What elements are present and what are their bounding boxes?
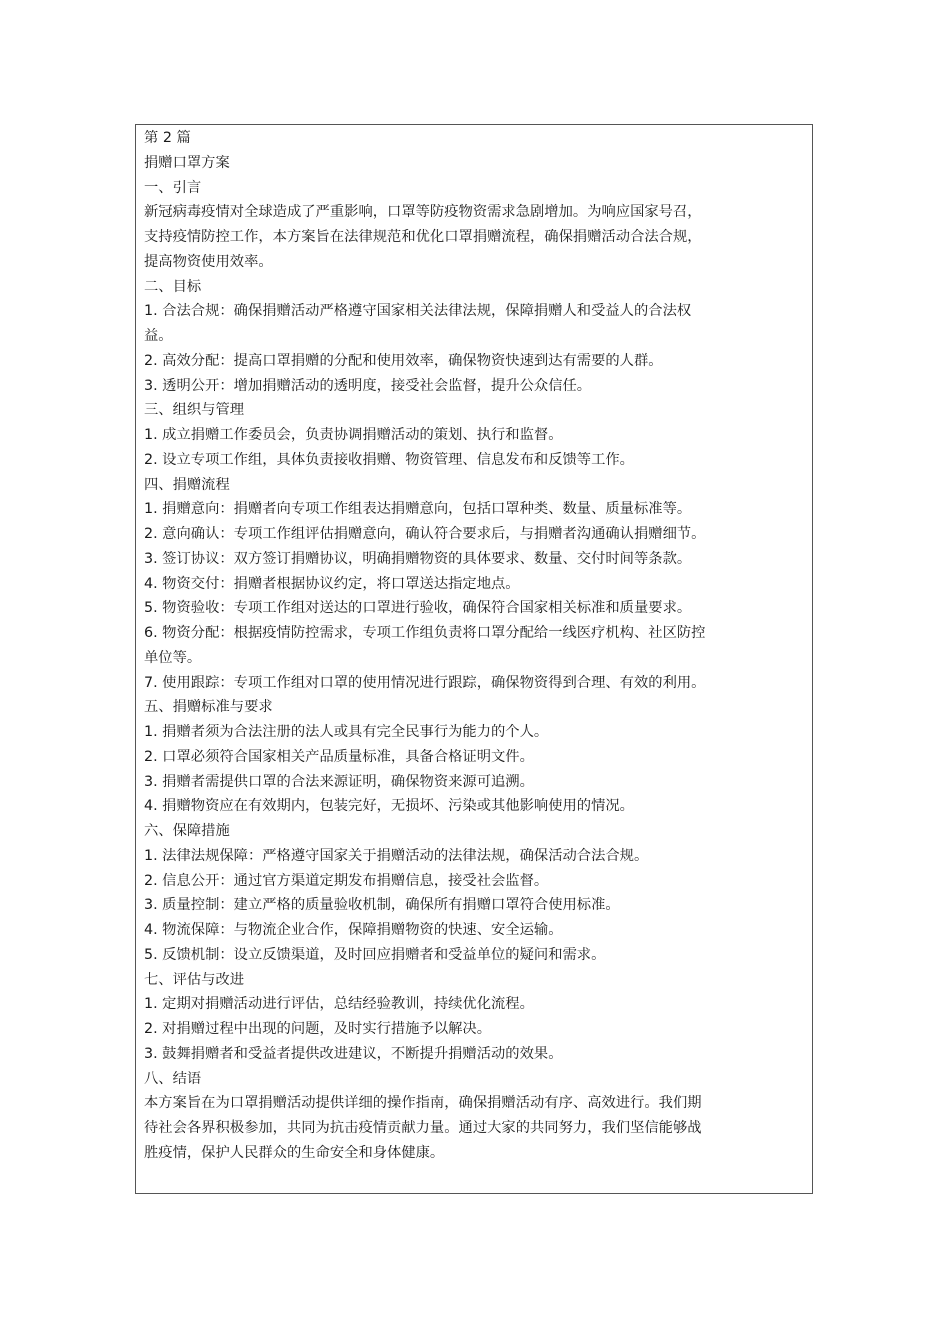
doc-line: 七、评估与改进 (144, 971, 245, 988)
doc-line: 三、组织与管理 (144, 402, 245, 419)
doc-line: 6. 物资分配：根据疫情防控需求，专项工作组负责将口罩分配给一线医疗机构、社区防控 (144, 625, 706, 641)
doc-line: 捐赠口罩方案 (144, 154, 230, 171)
doc-line: 2. 对捐赠过程中出现的问题，及时实行措施予以解决。 (144, 1021, 492, 1037)
doc-line: 单位等。 (144, 649, 202, 666)
doc-line: 2. 信息公开：通过官方渠道定期发布捐赠信息，接受社会监督。 (144, 872, 549, 889)
doc-line: 益。 (144, 328, 173, 344)
doc-line: 3. 捐赠者需提供口罩的合法来源证明，确保物资来源可追溯。 (144, 773, 534, 790)
doc-line: 胜疫情，保护人民群众的生命安全和身体健康。 (144, 1144, 445, 1161)
doc-line: 新冠病毒疫情对全球造成了严重影响，口罩等防疫物资需求急剧增加。为响应国家号召， (144, 204, 702, 221)
doc-line: 待社会各界积极参加，共同为抗击疫情贡献力量。通过大家的共同努力，我们坚信能够战 (144, 1120, 702, 1136)
doc-line: 本方案旨在为口罩捐赠活动提供详细的操作指南，确保捐赠活动有序、高效进行。我们期 (144, 1095, 702, 1112)
doc-line: 1. 捐赠者须为合法注册的法人或具有完全民事行为能力的个人。 (144, 724, 549, 740)
doc-line: 4. 捐赠物资应在有效期内，包装完好，无损坏、污染或其他影响使用的情况。 (144, 798, 634, 815)
doc-line: 支持疫情防控工作，本方案旨在法律规范和优化口罩捐赠流程，确保捐赠活动合法合规， (144, 229, 702, 245)
doc-line: 5. 物资验收：专项工作组对送达的口罩进行验收，确保符合国家相关标准和质量要求。 (144, 600, 692, 617)
doc-line: 1. 成立捐赠工作委员会，负责协调捐赠活动的策划、执行和监督。 (144, 427, 563, 443)
doc-line: 1. 法律法规保障：严格遵守国家关于捐赠活动的法律法规，确保活动合法合规。 (144, 847, 649, 864)
doc-line: 提高物资使用效率。 (144, 253, 273, 270)
doc-line: 2. 意向确认：专项工作组评估捐赠意向，确认符合要求后，与捐赠者沟通确认捐赠细节。 (144, 526, 706, 542)
doc-line: 八、结语 (144, 1070, 202, 1087)
doc-line: 1. 合法合规：确保捐赠活动严格遵守国家相关法律法规，保障捐赠人和受益人的合法权 (144, 303, 692, 320)
doc-line: 四、捐赠流程 (144, 476, 230, 493)
doc-line: 第 2 篇 (144, 130, 191, 146)
doc-line: 2. 设立专项工作组，具体负责接收捐赠、物资管理、信息发布和反馈等工作。 (144, 451, 634, 468)
doc-line: 3. 质量控制：建立严格的质量验收机制，确保所有捐赠口罩符合使用标准。 (144, 897, 620, 914)
doc-line: 五、捐赠标准与要求 (144, 699, 273, 716)
document-body (144, 126, 808, 1166)
doc-line: 7. 使用跟踪：专项工作组对口罩的使用情况进行跟踪，确保物资得到合理、有效的利用。 (144, 674, 706, 691)
doc-line: 一、引言 (144, 179, 202, 196)
doc-line: 4. 物资交付：捐赠者根据协议约定，将口罩送达指定地点。 (144, 575, 520, 592)
doc-line: 1. 定期对捐赠活动进行评估，总结经验教训，持续优化流程。 (144, 996, 534, 1013)
doc-line: 3. 鼓舞捐赠者和受益者提供改进建议，不断提升捐赠活动的效果。 (144, 1045, 563, 1062)
doc-line: 2. 口罩必须符合国家相关产品质量标准，具备合格证明文件。 (144, 748, 534, 765)
doc-line: 2. 高效分配：提高口罩捐赠的分配和使用效率，确保物资快速到达有需要的人群。 (144, 352, 663, 369)
doc-line: 3. 透明公开：增加捐赠活动的透明度，接受社会监督，提升公众信任。 (144, 377, 592, 394)
doc-line: 二、目标 (144, 278, 202, 295)
doc-line: 4. 物流保障：与物流企业合作，保障捐赠物资的快速、安全运输。 (144, 922, 563, 938)
doc-line: 六、保障措施 (144, 823, 230, 839)
doc-line: 1. 捐赠意向：捐赠者向专项工作组表达捐赠意向，包括口罩种类、数量、质量标准等。 (144, 501, 692, 518)
doc-line: 5. 反馈机制：设立反馈渠道，及时回应捐赠者和受益单位的疑问和需求。 (144, 946, 606, 963)
doc-line: 3. 签订协议：双方签订捐赠协议，明确捐赠物资的具体要求、数量、交付时间等条款。 (144, 550, 692, 567)
